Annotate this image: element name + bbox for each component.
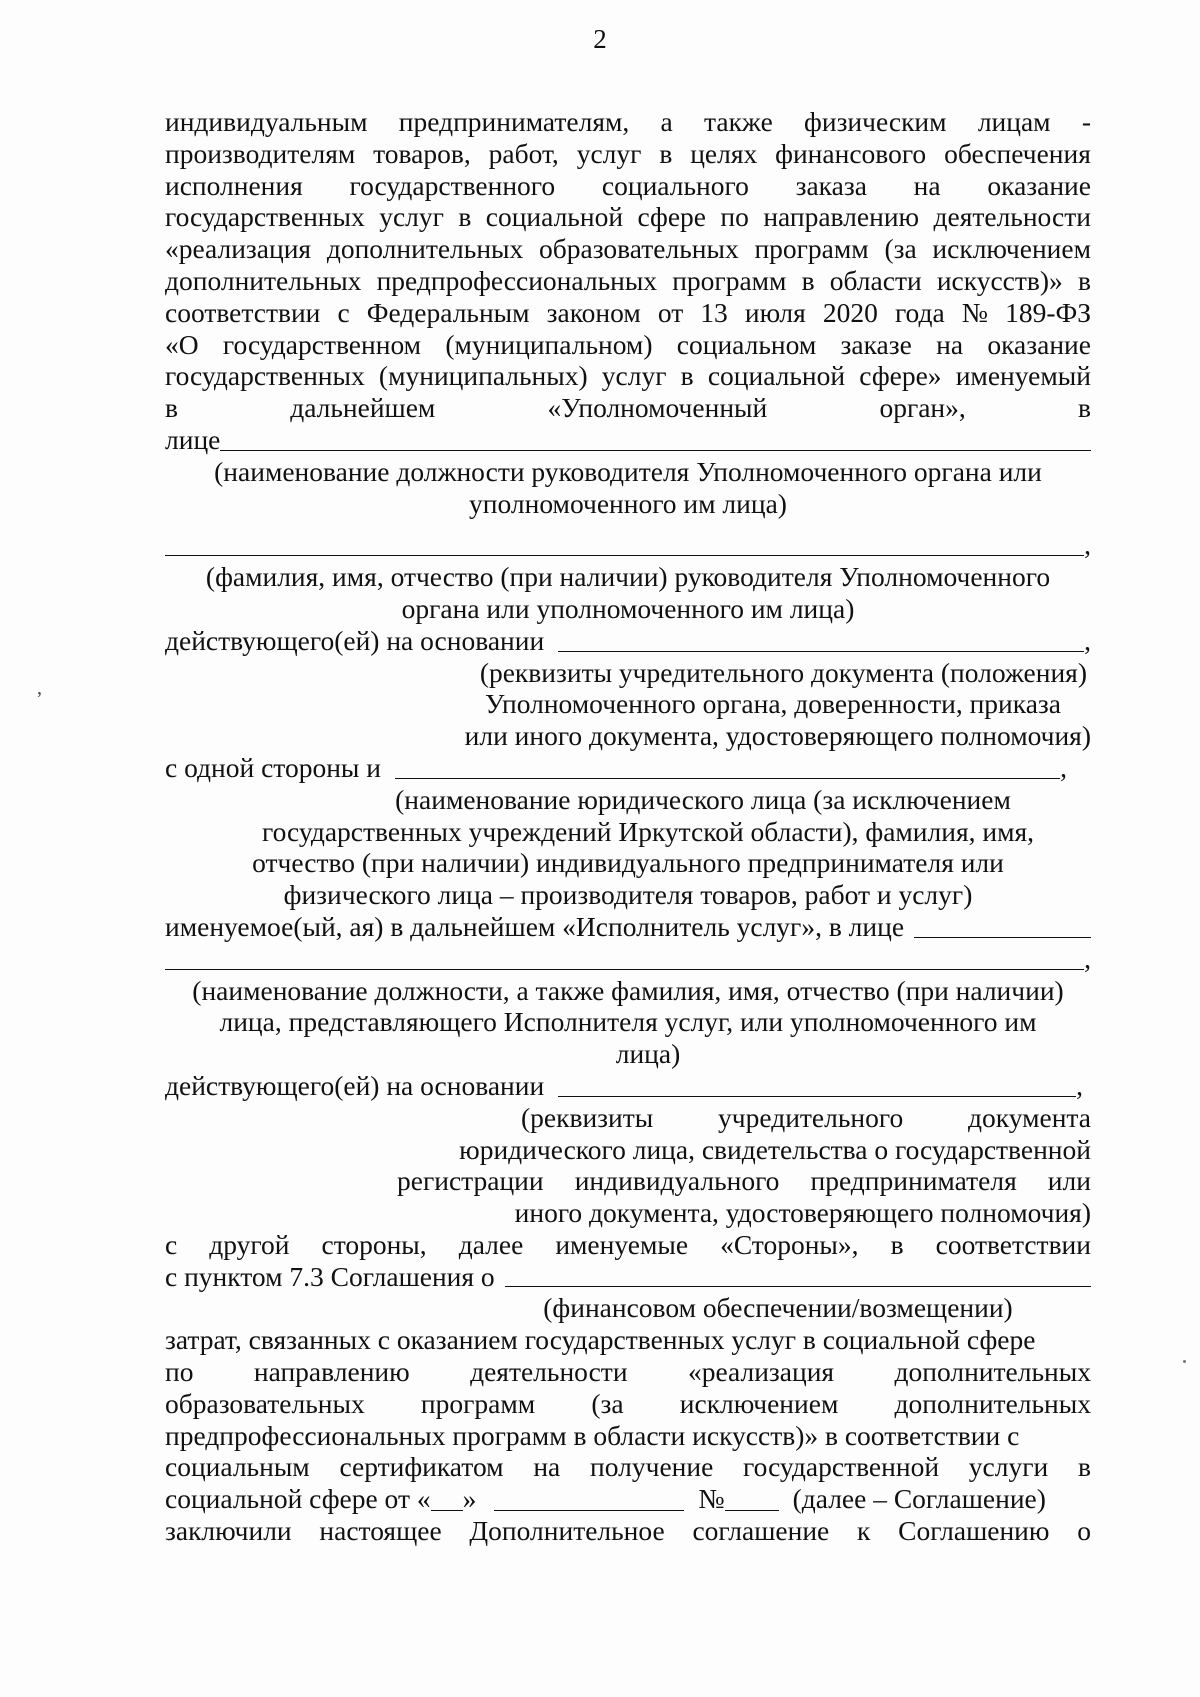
label-one-side: с одной стороны и: [165, 751, 381, 783]
word: предпринимателям,: [398, 106, 630, 137]
caption-line: (финансовом обеспечении/возмещении): [543, 1292, 1013, 1324]
blank-executor-basis[interactable]: [558, 1096, 1076, 1097]
line-representative: [165, 424, 1091, 456]
word: на: [913, 169, 941, 201]
blank-representative-position[interactable]: [220, 450, 1091, 451]
word: искусств)»: [936, 264, 1063, 296]
word: программ: [420, 1387, 536, 1419]
text-line: [165, 1356, 1091, 1388]
word: «Стороны»,: [720, 1228, 859, 1260]
word: именуемый: [955, 360, 1091, 392]
caption-line: [165, 1102, 1091, 1134]
word: 13: [700, 296, 728, 328]
text-line: [165, 1451, 1091, 1483]
word: (за: [591, 1387, 624, 1419]
caption-line: (наименование юридического лица (за исключением: [395, 783, 1011, 815]
caption-line: или иного документа, удостоверяющего полномочия): [464, 720, 1091, 752]
label-executor: именуемое(ый, ая) в дальнейшем «Исполнитель услуг», в лице: [165, 910, 905, 942]
word: программ: [754, 233, 869, 265]
word: предпринимателя: [810, 1165, 1017, 1197]
caption-line: физического лица – производителя товаров, работ и услуг): [283, 879, 973, 911]
label-face: лице: [165, 423, 221, 455]
word: услуг: [601, 360, 667, 392]
word: (реквизиты: [521, 1101, 654, 1133]
word: документа: [968, 1101, 1091, 1133]
word: целях: [690, 137, 758, 169]
word: в: [1077, 392, 1091, 424]
word: заключили: [165, 1515, 292, 1547]
word: направлению: [253, 1356, 410, 1388]
text-line: [165, 297, 1091, 329]
word: лицам: [977, 106, 1051, 137]
word: Федеральным: [366, 296, 530, 328]
caption-line: уполномоченного им лица): [469, 487, 787, 519]
word: производителям: [165, 137, 356, 169]
word: в: [1077, 1451, 1091, 1483]
word: законом: [546, 296, 641, 328]
comma: ,: [1084, 624, 1091, 656]
word: товаров,: [373, 137, 471, 169]
word: года: [894, 296, 945, 328]
word: в: [165, 392, 178, 424]
line-agreement-type: [165, 1261, 1091, 1293]
word: или: [1047, 1165, 1091, 1197]
text-line: [165, 1515, 1091, 1547]
blank-executor-representative-cont[interactable]: [165, 969, 1084, 970]
word: исполнения: [165, 169, 303, 201]
word: дополнительных: [326, 233, 524, 265]
word: услуг: [379, 201, 444, 233]
caption-line: лица, представляющего Исполнителя услуг, или уполномоченного им: [219, 1006, 1037, 1038]
text-line: [165, 201, 1091, 233]
caption-line: отчество (при наличии) индивидуального предпринимателя или: [252, 847, 1004, 879]
word: июля: [744, 296, 806, 328]
text-line: предпрофессиональных программ в области искусств)» в соответствии с: [165, 1419, 1020, 1451]
word: социальной: [485, 201, 624, 233]
word: государственных: [165, 201, 365, 233]
word: программ: [672, 264, 787, 296]
word: в: [458, 201, 472, 233]
blank-executor-name[interactable]: [395, 778, 1060, 779]
word: а: [660, 106, 673, 137]
word: сертификатом: [339, 1451, 504, 1483]
word: финансового: [775, 137, 927, 169]
word: с: [165, 1228, 178, 1260]
caption-line: (наименование должности руководителя Уполномоченного органа или: [214, 455, 1042, 487]
caption-line: государственных учреждений Иркутской области), фамилия, имя,: [261, 815, 1035, 847]
word: на: [533, 1451, 561, 1483]
word: оказание: [987, 328, 1091, 360]
blank-number[interactable]: [725, 1488, 779, 1511]
word: «реализация: [165, 233, 312, 265]
blank-month-year[interactable]: [494, 1488, 684, 1511]
text-line: [165, 106, 1091, 138]
word: дополнительных: [894, 1356, 1091, 1388]
word: также: [704, 106, 773, 137]
label-basis: действующего(ей) на основании: [165, 1069, 545, 1101]
text-line: [165, 1388, 1091, 1420]
word: именуемые: [555, 1228, 689, 1260]
label-agreement: с пунктом 7.3 Соглашения о: [165, 1260, 495, 1292]
line-executor-basis: [165, 1070, 1091, 1102]
text-line: [165, 170, 1091, 202]
word: в: [659, 137, 673, 169]
scan-speck: [1183, 1360, 1186, 1363]
word: получение: [590, 1451, 714, 1483]
line-certificate-date: [165, 1483, 1091, 1515]
word: от: [657, 296, 684, 328]
comma: ,: [1060, 751, 1067, 783]
text-line: затрат, связанных с оказанием государственных услуг в социальной сфере: [165, 1324, 1036, 1356]
label-further-agreement: (далее – Соглашение): [792, 1483, 1046, 1515]
word: социальной: [707, 360, 846, 392]
label-basis: действующего(ей) на основании: [165, 624, 545, 656]
word: «реализация: [687, 1356, 835, 1388]
comma: ,: [1084, 529, 1091, 561]
word: (за: [884, 233, 917, 265]
word: в: [801, 264, 815, 296]
word: оказание: [987, 169, 1091, 201]
word: работ,: [488, 137, 559, 169]
page-number: 2: [593, 24, 607, 54]
blank-basis-document[interactable]: [558, 651, 1084, 652]
word: области: [829, 264, 922, 296]
word: деятельности: [933, 201, 1091, 233]
word: на: [936, 328, 964, 360]
text-line: [165, 1229, 1091, 1261]
word: индивидуальным: [165, 106, 368, 137]
caption-line: юридического лица, свидетельства о государственной: [459, 1133, 1091, 1165]
word: социального: [601, 169, 749, 201]
word: государственного: [349, 169, 556, 201]
word: «Уполномоченный: [547, 392, 768, 424]
word: по: [165, 1356, 194, 1388]
caption-line: органа или уполномоченного им лица): [401, 592, 855, 624]
word: регистрации: [397, 1165, 544, 1197]
word: орган»,: [879, 392, 966, 424]
caption-line: лица): [615, 1038, 681, 1070]
text-line: [165, 265, 1091, 297]
word: (муниципальных): [378, 360, 588, 392]
word: в: [890, 1228, 904, 1260]
word: о: [1077, 1515, 1091, 1547]
blank-agreement-type[interactable]: [505, 1286, 1091, 1287]
word: в: [1077, 264, 1091, 296]
caption-line: Уполномоченного органа, доверенности, приказа: [484, 688, 1061, 720]
caption-line: иного документа, удостоверяющего полномочия): [514, 1197, 1091, 1229]
word: исключением: [932, 233, 1091, 265]
word: с: [337, 296, 350, 328]
word: дальнейшем: [290, 392, 436, 424]
word: индивидуального: [574, 1165, 780, 1197]
word: социальном: [676, 328, 817, 360]
blank-representative-name[interactable]: [165, 555, 1084, 556]
word: соглашение: [692, 1515, 830, 1547]
text-line: [165, 138, 1091, 170]
line-one-side: [165, 752, 1091, 784]
line-executor: [165, 911, 1091, 943]
word: №: [961, 296, 988, 328]
word: 189-ФЗ: [1005, 296, 1091, 328]
line-executor-representative: [165, 943, 1091, 975]
label-sphere-from: социальной сфере от «: [165, 1483, 431, 1515]
blank-executor-representative[interactable]: [914, 937, 1091, 938]
word: настоящее: [319, 1515, 442, 1547]
word: сфере: [637, 201, 706, 233]
word: обеспечения: [944, 137, 1091, 169]
word: Дополнительное: [469, 1515, 665, 1547]
word: 2020: [822, 296, 878, 328]
word: исключением: [679, 1387, 839, 1419]
word: в: [680, 360, 694, 392]
word: образовательных: [539, 233, 739, 265]
word: к: [857, 1515, 871, 1547]
caption-line: [165, 1165, 1091, 1197]
word: направлению: [763, 201, 920, 233]
stray-mark: ’: [36, 688, 43, 710]
word: учредительного: [718, 1101, 904, 1133]
word: услуги: [968, 1451, 1049, 1483]
body-text: [165, 106, 1091, 1547]
word: предпрофессиональных: [376, 264, 658, 296]
text-line: [165, 360, 1091, 392]
word: «О: [165, 328, 199, 360]
word: стороны,: [321, 1228, 427, 1260]
word: соответствии: [935, 1228, 1091, 1260]
word: (муниципальном): [445, 328, 653, 360]
word: заказа: [795, 169, 867, 201]
text-line: [165, 329, 1091, 361]
word: услуг: [576, 137, 642, 169]
word: дополнительных: [165, 264, 362, 296]
caption-line: (фамилия, имя, отчество (при наличии) руководителя Уполномоченного: [205, 561, 1051, 593]
word: Соглашению: [898, 1515, 1050, 1547]
quote-close: »: [462, 1483, 477, 1515]
word: государственной: [743, 1451, 940, 1483]
word: далее: [458, 1228, 524, 1260]
word: образовательных: [165, 1387, 365, 1419]
line-basis: [165, 625, 1091, 657]
comma: ,: [1076, 1069, 1083, 1101]
word: государственном: [222, 328, 422, 360]
number-sign: №: [698, 1483, 725, 1515]
comma: ,: [1084, 942, 1091, 974]
word: соответствии: [165, 296, 321, 328]
blank-day[interactable]: [431, 1488, 463, 1511]
word: социальным: [165, 1451, 310, 1483]
word: деятельности: [470, 1356, 628, 1388]
word: сфере»: [859, 360, 942, 392]
word: дополнительных: [894, 1387, 1091, 1419]
text-line: [165, 392, 1091, 424]
word: физическим: [804, 106, 947, 137]
word: заказе: [840, 328, 912, 360]
word: по: [720, 201, 749, 233]
caption-line: (наименование должности, а также фамилия, имя, отчество (при наличии): [192, 974, 1064, 1006]
word: другой: [209, 1228, 290, 1260]
caption-line: (реквизиты учредительного документа (положения): [479, 656, 1087, 688]
word: государственных: [165, 360, 365, 392]
text-line: [165, 233, 1091, 265]
line-representative-name: [165, 529, 1091, 561]
word: -: [1081, 106, 1091, 137]
